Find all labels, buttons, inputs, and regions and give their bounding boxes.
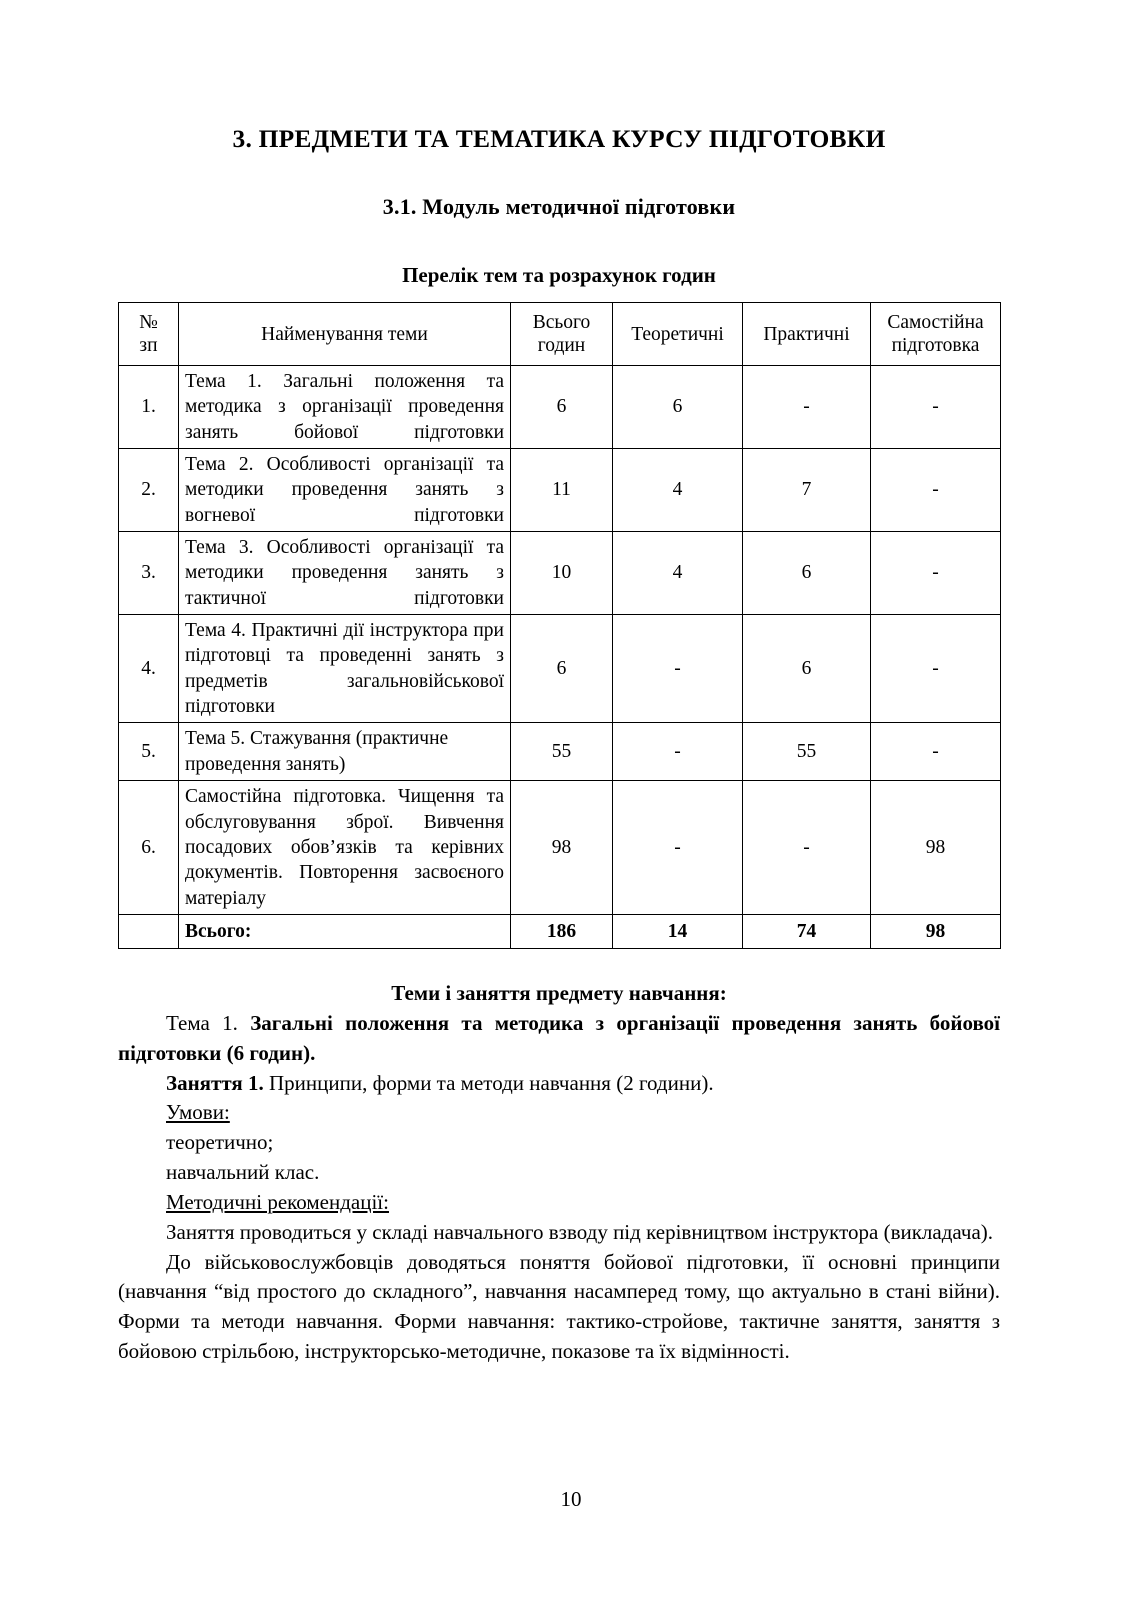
conditions-label: Умови: [166, 1100, 230, 1125]
row-number: 4. [119, 615, 179, 723]
row-practical: - [743, 781, 871, 915]
recommendations-heading [118, 1188, 1000, 1218]
row-number: 2. [119, 449, 179, 532]
totals-total: 186 [511, 914, 613, 948]
row-number: 1. [119, 366, 179, 449]
theme1-paragraph [118, 1009, 1000, 1069]
table-row [119, 615, 1001, 723]
totals-number [119, 914, 179, 948]
row-self: 98 [871, 781, 1001, 915]
body-paragraph-1: Заняття проводиться у складі навчального взводу під керівництвом інструктора (викладача). [166, 1219, 994, 1244]
row-theme: Тема 3. Особливості організації та методики проведення занять з тактичної підготовки [179, 532, 511, 615]
row-practical: 6 [743, 615, 871, 723]
totals-self: 98 [871, 914, 1001, 948]
row-theme: Тема 5. Стажування (практичне проведення занять) [179, 723, 511, 781]
header-number-line1: № [139, 312, 158, 333]
condition-item: теоретично; [166, 1130, 274, 1155]
row-number: 5. [119, 723, 179, 781]
row-number: 3. [119, 532, 179, 615]
header-total-line2: годин [537, 335, 586, 356]
lesson1-label: Заняття 1. [166, 1070, 264, 1095]
row-total: 6 [511, 615, 613, 723]
row-number: 6. [119, 781, 179, 915]
row-total: 11 [511, 449, 613, 532]
row-theme: Самостійна підготовка. Чищення та обслуговування зброї. Вивчення посадових обов’язків та керівних документів. Повторення засвоєного матеріалу [179, 781, 511, 915]
page-title: 3. ПРЕДМЕТИ ТА ТЕМАТИКА КУРСУ ПІДГОТОВКИ [232, 124, 886, 153]
table-header-row [119, 303, 1001, 366]
header-self-line1: Самостійна [887, 312, 984, 333]
totals-label: Всього: [179, 914, 511, 948]
lesson1-description: Принципи, форми та методи навчання (2 години). [263, 1070, 714, 1095]
recommendations-label: Методичні рекомендації: [166, 1189, 389, 1214]
row-total: 55 [511, 723, 613, 781]
row-theme: Тема 1. Загальні положення та методика з організації проведення занять бойової підготовки [179, 366, 511, 449]
row-self: - [871, 449, 1001, 532]
row-theoretical: 6 [613, 366, 743, 449]
header-theme: Найменування теми [179, 303, 511, 366]
header-total-line1: Всього [532, 312, 591, 333]
table-caption: Перелік тем та розрахунок годин [402, 263, 716, 287]
body-section-heading: Теми і заняття предмету навчання: [391, 981, 727, 1006]
row-total: 98 [511, 781, 613, 915]
row-practical: - [743, 366, 871, 449]
conditions-heading [118, 1098, 1000, 1128]
lesson1-paragraph [118, 1069, 1000, 1099]
page-number: 10 [560, 1487, 582, 1511]
header-total-hours [511, 303, 613, 366]
header-self-study [871, 303, 1001, 366]
condition-item: навчальний клас. [166, 1160, 320, 1185]
header-theoretical: Теоретичні [613, 303, 743, 366]
row-self: - [871, 615, 1001, 723]
row-theoretical: 4 [613, 449, 743, 532]
row-theoretical: 4 [613, 532, 743, 615]
theme1-prefix: Тема 1. [166, 1011, 251, 1036]
hours-table [118, 302, 1001, 949]
row-theoretical: - [613, 615, 743, 723]
header-practical: Практичні [743, 303, 871, 366]
table-row [119, 781, 1001, 915]
row-theme: Тема 2. Особливості організації та методики проведення занять з вогневої підготовки [179, 449, 511, 532]
header-number-line2: зп [139, 335, 158, 356]
row-self: - [871, 723, 1001, 781]
header-number [119, 303, 179, 366]
row-total: 6 [511, 366, 613, 449]
row-practical: 55 [743, 723, 871, 781]
row-practical: 7 [743, 449, 871, 532]
header-self-line2: підготовка [891, 335, 980, 356]
table-row [119, 532, 1001, 615]
row-practical: 6 [743, 532, 871, 615]
table-row [119, 449, 1001, 532]
row-theoretical: - [613, 723, 743, 781]
row-self: - [871, 532, 1001, 615]
body-paragraph-2: До військовослужбовців доводяться поняття бойової підготовки, її основні принципи (навчання “від простого до складного”, навчання насамперед тому, що актуально в стані війни). Форми та методи навчання. Форми навчання: тактико-стройове, тактичне заняття, заняття з бойовою стрільбою, інструкторсько-методичне, показове та їх відмінності. [118, 1249, 1000, 1363]
row-self: - [871, 366, 1001, 449]
section-subtitle: 3.1. Модуль методичної підготовки [382, 194, 736, 219]
table-row [119, 723, 1001, 781]
totals-theoretical: 14 [613, 914, 743, 948]
table-totals-row [119, 914, 1001, 948]
theme1-title: Загальні положення та методика з організації проведення занять бойової підготовки (6 годин). [118, 1011, 1000, 1065]
row-total: 10 [511, 532, 613, 615]
totals-practical: 74 [743, 914, 871, 948]
page-content [118, 0, 1000, 1367]
row-theme: Тема 4. Практичні дії інструктора при підготовці та проведенні занять з предметів загальновійськової підготовки [179, 615, 511, 723]
table-row [119, 366, 1001, 449]
row-theoretical: - [613, 781, 743, 915]
